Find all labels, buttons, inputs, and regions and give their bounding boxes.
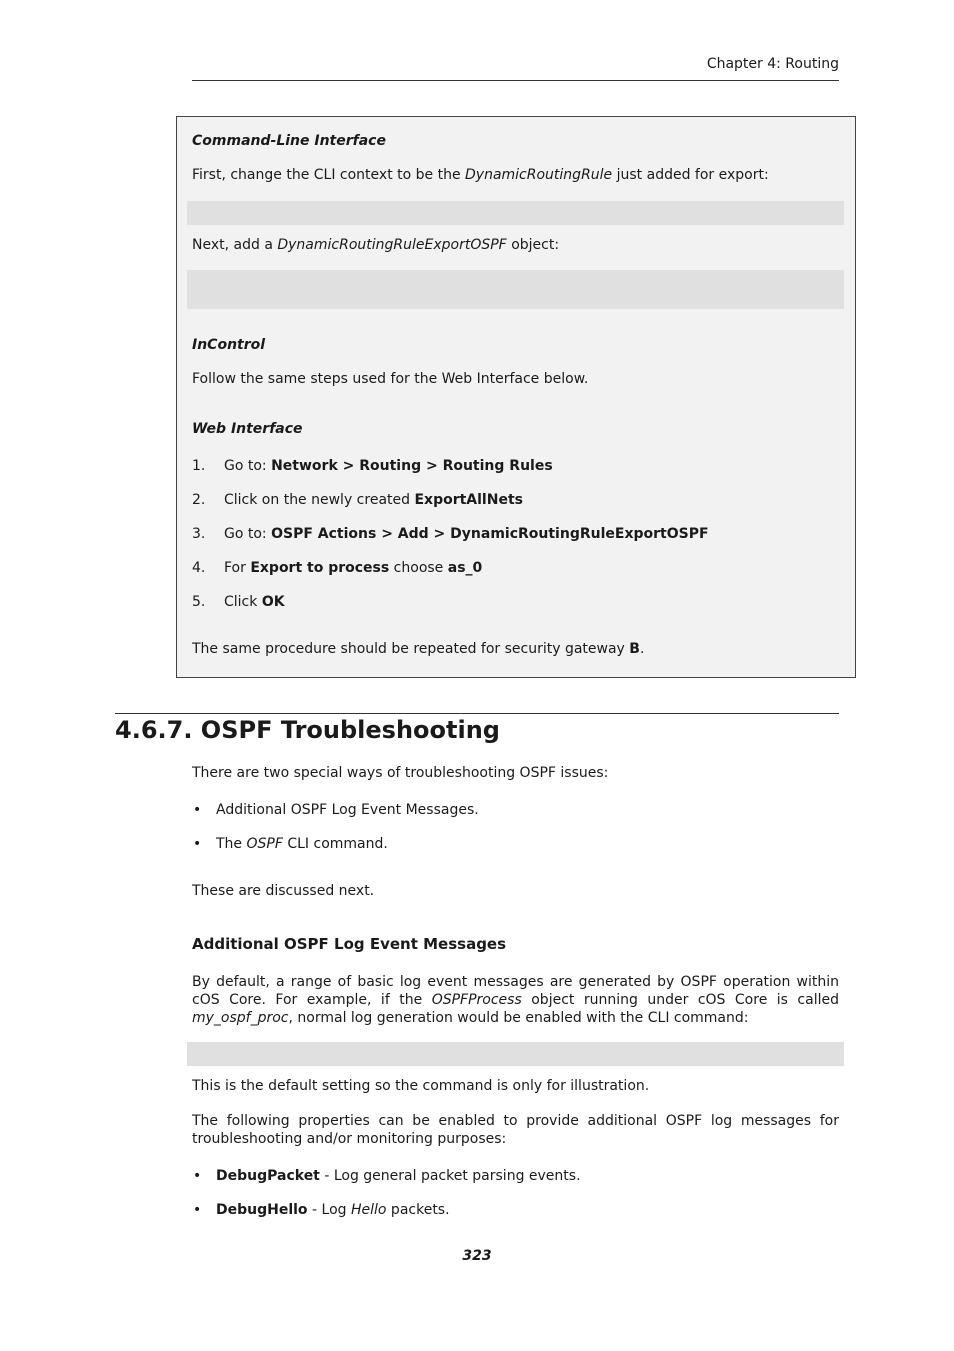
cli-heading: Command-Line Interface <box>192 133 386 149</box>
bullet-icon: • <box>193 1168 202 1184</box>
step-number: 3. <box>192 526 206 542</box>
step-text: Click OK <box>224 594 285 610</box>
property-item: DebugHello - Log Hello packets. <box>216 1202 450 1218</box>
section-title: 4.6.7. OSPF Troubleshooting <box>115 716 500 744</box>
bullet-item: Additional OSPF Log Event Messages. <box>216 802 479 818</box>
paragraph-default-logging: By default, a range of basic log event messages are generated by OSPF operation within cOS Core. For example, if the OSPFProcess object running under cOS Core is called my_ospf_proc, normal log generation would be enabled with the CLI command: <box>192 974 839 1026</box>
bullet-icon: • <box>193 802 202 818</box>
step-text: Click on the newly created ExportAllNets <box>224 492 523 508</box>
running-header: Chapter 4: Routing <box>706 56 839 72</box>
cli-intro: First, change the CLI context to be the DynamicRoutingRule just added for export: <box>192 167 769 183</box>
bullet-icon: • <box>193 1202 202 1218</box>
step-number: 2. <box>192 492 206 508</box>
step-text: Go to: OSPF Actions > Add > DynamicRoutingRuleExportOSPF <box>224 526 709 542</box>
default-note: This is the default setting so the command is only for illustration. <box>192 1078 650 1094</box>
bullet-item: The OSPF CLI command. <box>216 836 388 852</box>
code-block-cli-context <box>187 201 844 225</box>
code-block-log-enable <box>187 1042 844 1066</box>
incontrol-heading: InControl <box>192 337 266 353</box>
code-block-add-export <box>187 270 844 309</box>
header-rule <box>192 80 839 81</box>
step-text: For Export to process choose as_0 <box>224 560 483 576</box>
property-item: DebugPacket - Log general packet parsing events. <box>216 1168 581 1184</box>
incontrol-text: Follow the same steps used for the Web Interface below. <box>192 371 589 387</box>
bullet-icon: • <box>193 836 202 852</box>
section-rule <box>115 713 839 714</box>
step-number: 1. <box>192 458 206 474</box>
discussed-text: These are discussed next. <box>192 883 375 899</box>
paragraph-properties: The following properties can be enabled to provide additional OSPF log messages for troubleshooting and/or monitoring purposes: <box>192 1113 839 1147</box>
subsection-heading: Additional OSPF Log Event Messages <box>192 935 507 953</box>
web-interface-heading: Web Interface <box>192 421 303 437</box>
page-number: 323 <box>462 1248 492 1264</box>
step-text: Go to: Network > Routing > Routing Rules <box>224 458 553 474</box>
step-number: 4. <box>192 560 206 576</box>
section-intro: There are two special ways of troubleshooting OSPF issues: <box>192 765 609 781</box>
next-step-text: Next, add a DynamicRoutingRuleExportOSPF object: <box>192 237 560 253</box>
repeat-note: The same procedure should be repeated for security gateway B. <box>192 641 645 657</box>
step-number: 5. <box>192 594 206 610</box>
